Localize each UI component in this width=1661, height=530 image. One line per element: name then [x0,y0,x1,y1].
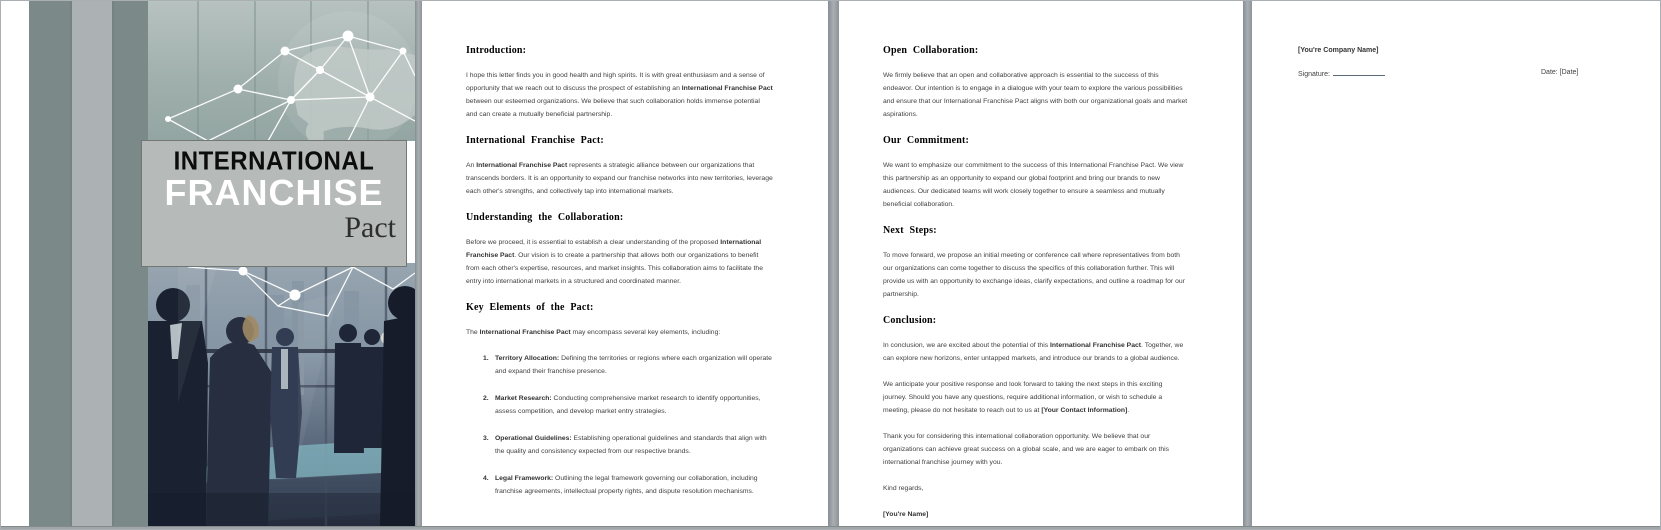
page-divider-2 [828,1,839,526]
numbered-list-item: 4. Legal Framework: Outlining the legal framework governing our collaboration, including franchise agreements, intellectual property rights, and dispute resolution mechanisms. [483,475,758,495]
signature-row [1298,68,1661,80]
page-3-letter-body [839,1,1243,526]
section-heading: Open Collaboration: [883,45,979,56]
cover-title-line-franchise: FRANCHISE [164,172,384,213]
paragraph: [You're Name] [883,511,929,518]
section-heading: International Franchise Pact: [466,135,604,146]
section-heading: Introduction: [466,45,527,56]
paragraph: An International Franchise Pact represents a strategic alliance between our organizations that transcends borders. It is an opportunity to expand our franchise networks into new territories, leverage each other's strengths, and collectively tap into international markets. [466,162,773,195]
cover-title-line-international: INTERNATIONAL [173,146,375,177]
section-heading: Understanding the Collaboration: [466,212,624,223]
numbered-list-item: 2. Market Research: Conducting comprehensive market research to identify opportunities, assess competition, and develop market entry strategies. [483,395,761,415]
preview-bottom-edge [1,526,1661,530]
office-scene [148,263,415,526]
paragraph: I hope this letter finds you in good health and high spirits. It is with great enthusiasm and a sense of opportunity that we reach out to discuss the prospect of establishing an International Franchise Pact between our esteemed organizations. We believe that such collaboration holds immense potential and can create a mutually beneficial partnership. [466,72,773,118]
paragraph: Thank you for considering this international collaboration opportunity. We believe that our organizations can achieve great success on a global scale, and we are eager to embark on this international franchise journey with you. [883,433,1170,466]
page-divider-3 [1243,1,1252,526]
paragraph: The International Franchise Pact may encompass several key elements, including: [466,329,721,336]
paragraph: Kind regards, [883,485,924,492]
section-heading: Key Elements of the Pact: [466,302,594,313]
numbered-list-item: 1. Territory Allocation: Defining the territories or regions where each organization will operate and expand their franchise presence. [483,355,772,375]
paragraph: We anticipate your positive response and look forward to taking the next steps in this exciting journey. Should you have any questions, require additional information, or wish to schedule a meeting, please do not hesitate to reach out to us at [Your Contact Information]. [883,381,1163,414]
cover-stripe-sage-left [29,1,70,526]
page-2-letter-body [422,1,828,526]
date-placeholder: Date: [Date] [1541,69,1579,76]
paragraph: To move forward, we propose an initial meeting or conference call where representatives from both our organizations can come together to discuss the specifics of this collaboration further. This will provide us with an opportunity to exchange ideas, clarify expectations, and outline a roadmap for our partnership. [883,252,1185,298]
paragraph: We firmly believe that an open and collaborative approach is essential to the success of this endeavor. Our intention is to engage in a dialogue with your team to explore the various possibilities and ensure that our International Franchise Pact aligns with both our organizational goals and market aspirations. [883,72,1188,118]
paragraph: We want to emphasize our commitment to the success of this International Franchise Pact. We view this partnership as an opportunity to expand our global footprint and bring our brands to new audiences. Our dedicated teams will work closely together to ensure a seamless and mutually beneficial collaboration. [883,162,1184,208]
cover-title-band [141,140,407,267]
cover-stripe-gray [72,1,112,526]
section-heading: Our Commitment: [883,135,970,146]
page-divider-1 [415,1,422,526]
paragraph: In conclusion, we are excited about the potential of this International Franchise Pact. Together, we can explore new horizons, enter untapped markets, and introduce our brands to a global audience. [883,342,1184,362]
paragraph: Before we proceed, it is essential to establish a clear understanding of the proposed International Franchise Pact. Our vision is to create a partnership that allows both our organizations to benefit from each other's expertise, resources, and market insights. This collaboration aims to facilitate the entry into international markets in a structured and coordinated manner. [466,239,763,285]
page-1-cover [1,1,415,526]
signature-line [1333,68,1385,76]
cover-title-line-pact: Pact [344,211,396,244]
section-heading: Conclusion: [883,315,937,326]
page-4-signature-block [1252,1,1661,526]
signature-label: Signature: [1298,71,1330,78]
numbered-list-item: 3. Operational Guidelines: Establishing operational guidelines and standards that align with the quality and consistency expected from our respective brands. [483,435,767,455]
company-name-placeholder: [You're Company Name] [1298,47,1379,54]
section-heading: Next Steps: [883,225,937,236]
